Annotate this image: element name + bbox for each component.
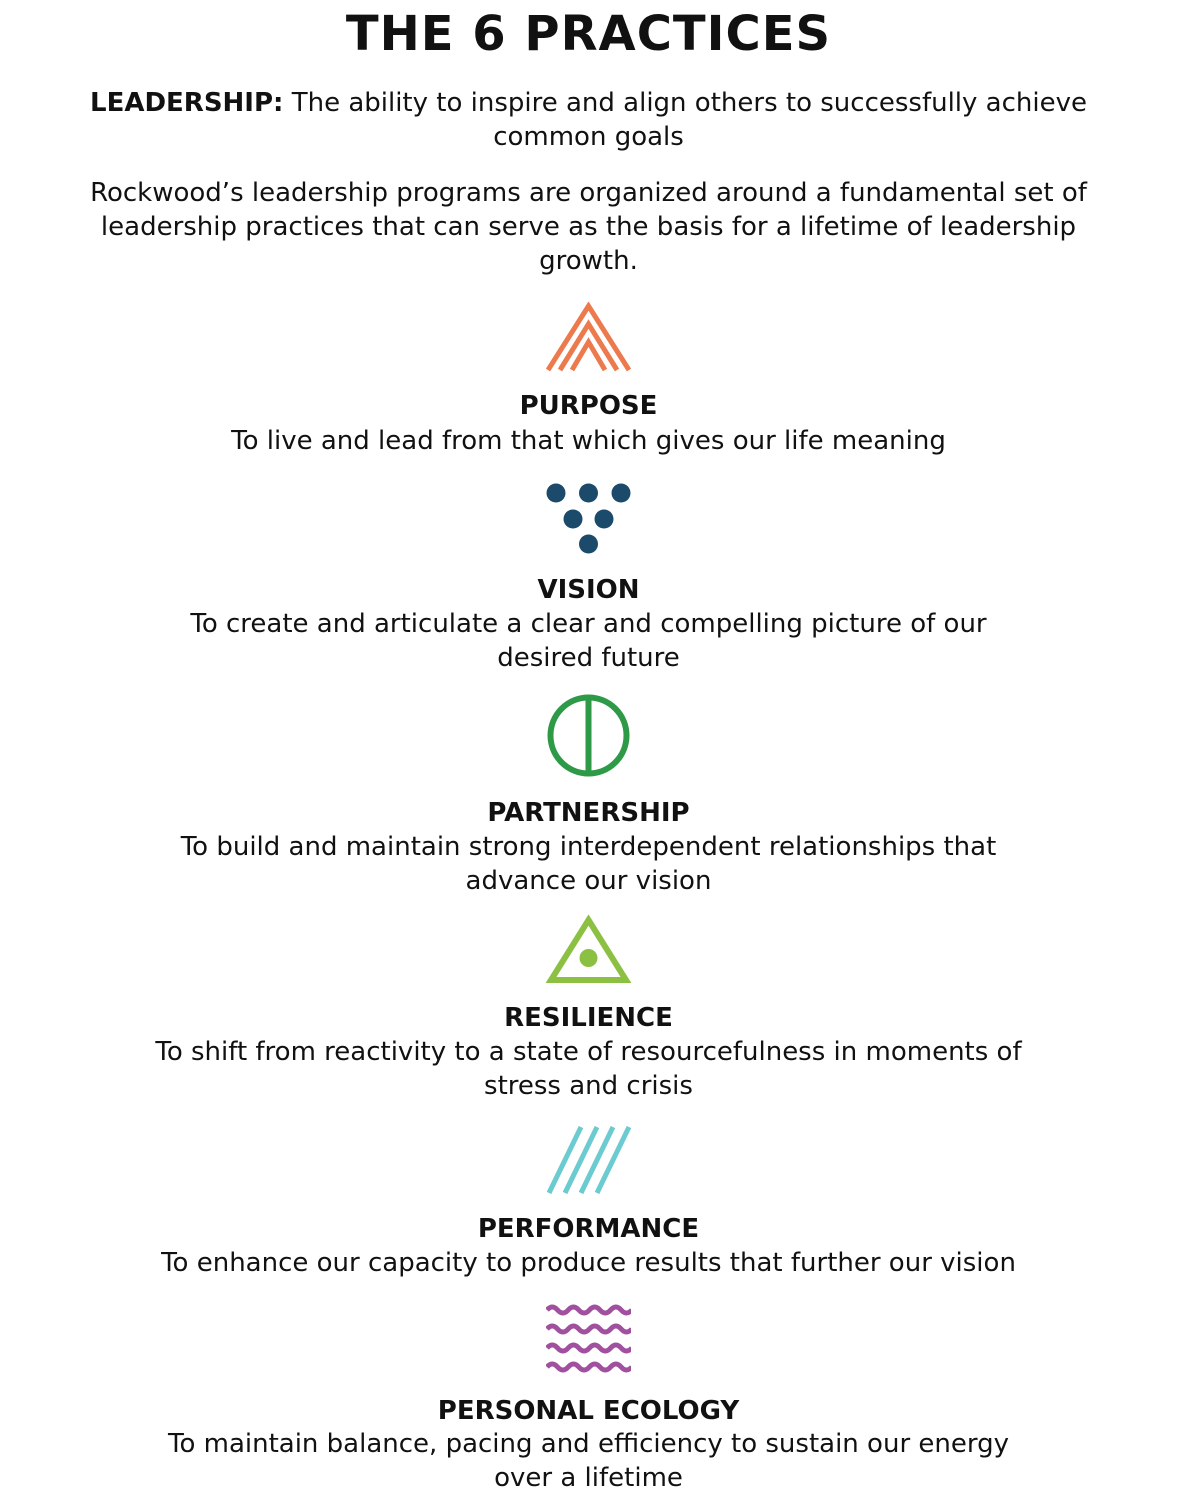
practice-title-vision: VISION (537, 575, 640, 605)
leadership-text: The ability to inspire and align others to successfully achieve common goals (291, 88, 1087, 152)
intro-paragraph: Rockwood’s leadership programs are organized around a fundamental set of leadership practices that can serve as the basis for a lifetime of leadership growth. (90, 178, 1087, 276)
practice-title-personal-ecology: PERSONAL ECOLOGY (437, 1396, 740, 1426)
dots-triangle-icon (546, 483, 631, 555)
practice-title-resilience: RESILIENCE (504, 1003, 673, 1033)
practice-title-partnership: PARTNERSHIP (487, 798, 690, 828)
practice-desc-partnership: To build and maintain strong interdependent relationships that advance our vision (180, 832, 997, 896)
practice-title-purpose: PURPOSE (519, 391, 658, 421)
practice-desc-personal-ecology: To maintain balance, pacing and efficiency to sustain our energy over a lifetime (167, 1429, 1009, 1493)
split-circle-icon (546, 693, 631, 778)
leadership-label: LEADERSHIP: (90, 88, 284, 118)
practice-desc-purpose: To live and lead from that which gives our life meaning (231, 426, 946, 456)
practice-desc-vision: To create and articulate a clear and compelling picture of our desired future (190, 609, 987, 673)
chevron-mountain-icon (546, 302, 631, 372)
leadership-definition (0, 86, 1177, 154)
practice-desc-resilience: To shift from reactivity to a state of resourcefulness in moments of stress and crisis (155, 1037, 1022, 1101)
diagonal-lines-icon (546, 1126, 631, 1194)
triangle-dot-icon (546, 914, 631, 984)
practice-desc-performance: To enhance our capacity to produce results that further our vision (161, 1248, 1016, 1278)
practice-title-performance: PERFORMANCE (477, 1214, 700, 1244)
page-title: THE 6 PRACTICES (345, 6, 832, 62)
waves-icon (546, 1303, 631, 1375)
